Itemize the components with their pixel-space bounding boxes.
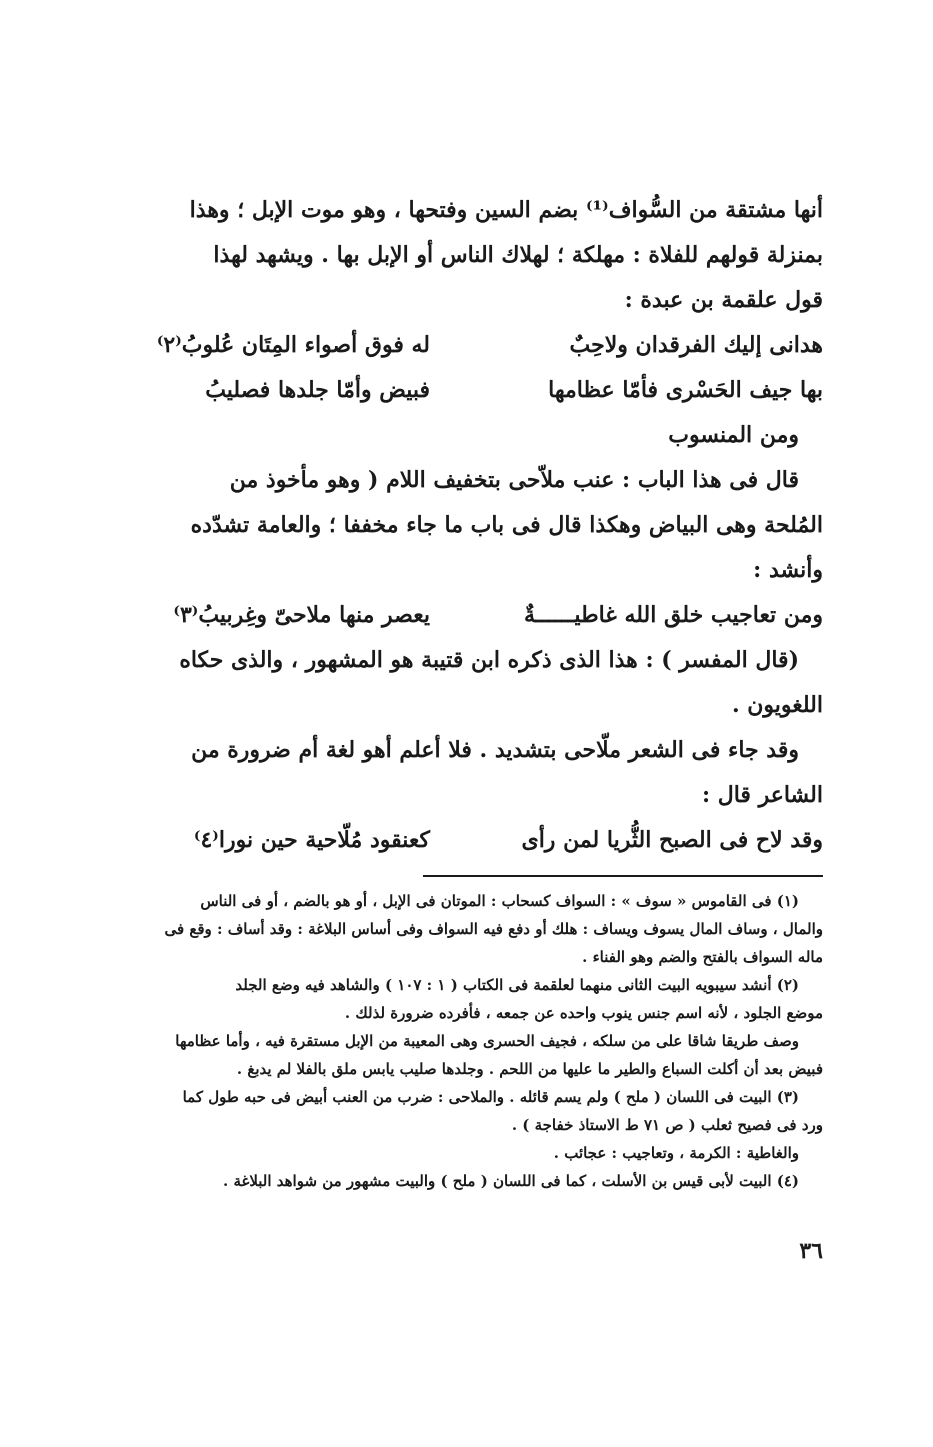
verse-2 xyxy=(110,368,823,413)
footnote-2 xyxy=(110,971,823,1027)
verse-first-hemistich: ومن تعاجيب خلق الله غاطيــــــةٌ xyxy=(523,602,823,628)
text-line: قول علقمة بن عبدة : xyxy=(624,287,823,313)
verse-second-hemistich: له فوق أصواء المِتَان عُلوبُ⁽٢⁾ xyxy=(156,332,430,358)
page-number: ٣٦ xyxy=(799,1238,823,1264)
footnote-divider xyxy=(423,875,823,877)
footnote-2-continued xyxy=(110,1027,823,1083)
footnote-line: موضع الجلود ، لأنه اسم جنس ينوب واحده عن جمعه ، فأفرده ضرورة لذلك . xyxy=(344,1004,823,1022)
footnote-line: (٣) البيت فى اللسان ( ملح ) ولم يسم قائله . والملاحى : ضرب من العنب أبيض فى حبه طول كما xyxy=(182,1088,799,1106)
footnote-line: (٤) البيت لأبى قيس بن الأسلت ، كما فى اللسان ( ملح ) والبيت مشهور من شواهد البلاغة . xyxy=(223,1172,799,1190)
text-line: بمنزلة قولهم للفلاة : مهلكة ؛ لهلاك الناس أو الإبل بها . ويشهد لهذا xyxy=(213,242,823,268)
text-line: وأنشد : xyxy=(753,557,823,583)
text-line: قال فى هذا الباب : عنب ملاّحى بتخفيف اللام ( وهو مأخوذ من xyxy=(229,467,799,493)
verse-3 xyxy=(110,593,823,638)
verse-1 xyxy=(110,323,823,368)
footnote-line: (١) فى القاموس « سوف » : السواف كسحاب : الموتان فى الإبل ، أو هو بالضم ، أو فى الناس xyxy=(200,892,799,910)
footnote-line: (٢) أنشد سيبويه البيت الثانى منهما لعلقمة فى الكتاب ( ١ : ١٠٧ ) والشاهد فيه وضع الجلد xyxy=(235,976,799,994)
footnote-3-continued xyxy=(110,1139,823,1167)
footnote-line: والغاطية : الكرمة ، وتعاجيب : عجائب . xyxy=(553,1144,799,1162)
main-text xyxy=(110,188,823,863)
verse-first-hemistich: هدانى إليك الفرقدان ولاحِبٌ xyxy=(569,332,823,358)
verse-4 xyxy=(110,818,823,863)
text-line: ومن المنسوب xyxy=(668,422,799,448)
footnote-line: وصف طريقا شاقا على من سلكه ، فجيف الحسرى وهى المعيبة من الإبل مستقرة فيه ، وأما عظامها xyxy=(175,1032,799,1050)
paragraph-2 xyxy=(110,458,823,593)
verse-first-hemistich: وقد لاح فى الصبح الثُّريا لمن رأى xyxy=(521,827,823,853)
verse-first-hemistich: بها جيف الحَسْرى فأمّا عظامها xyxy=(548,377,823,403)
footnote-1 xyxy=(110,887,823,971)
text-line: (قال المفسر ) : هذا الذى ذكره ابن قتيبة هو المشهور ، والذى حكاه xyxy=(179,647,799,673)
footnote-line: ورد فى فصيح ثعلب ( ص ٧١ ط الاستاذ خفاجة ) . xyxy=(511,1116,823,1134)
footnotes xyxy=(110,887,823,1195)
paragraph-1 xyxy=(110,188,823,323)
text-line: أنها مشتقة من السُّواف⁽¹⁾ بضم السين وفتحها ، وهو موت الإبل ؛ وهذا xyxy=(189,197,823,223)
verse-second-hemistich: فبيض وأمّا جلدها فصليبُ xyxy=(205,377,430,403)
section-heading-mansoob xyxy=(110,413,823,458)
verse-second-hemistich: يعصر منها ملاحىّ وغِربيبُ⁽٣⁾ xyxy=(173,602,430,628)
text-line: المُلحة وهى البياض وهكذا قال فى باب ما جاء مخففا ؛ والعامة تشدّده xyxy=(190,512,823,538)
paragraph-3 xyxy=(110,638,823,728)
text-line: وقد جاء فى الشعر ملّاحى بتشديد . فلا أعلم أهو لغة أم ضرورة من xyxy=(191,737,799,763)
footnote-4 xyxy=(110,1167,823,1195)
text-line: اللغويون . xyxy=(731,692,823,718)
footnote-line: فبيض بعد أن أكلت السباع والطير ما عليها من اللحم . وجلدها صليب يابس ملق بالفلا لم يدبغ . xyxy=(236,1060,823,1078)
verse-second-hemistich: كعنقود مُلّاحية حين نورا⁽٤⁾ xyxy=(193,827,430,853)
text-line: الشاعر قال : xyxy=(701,782,823,808)
footnote-line: والمال ، وساف المال يسوف ويساف : هلك أو دفع فيه السواف وفى أساس البلاغة : وقد أساف : وقع فى xyxy=(164,920,823,938)
footnote-line: ماله السواف بالفتح والضم وهو الفناء . xyxy=(582,948,823,966)
paragraph-4 xyxy=(110,728,823,818)
footnote-3 xyxy=(110,1083,823,1139)
